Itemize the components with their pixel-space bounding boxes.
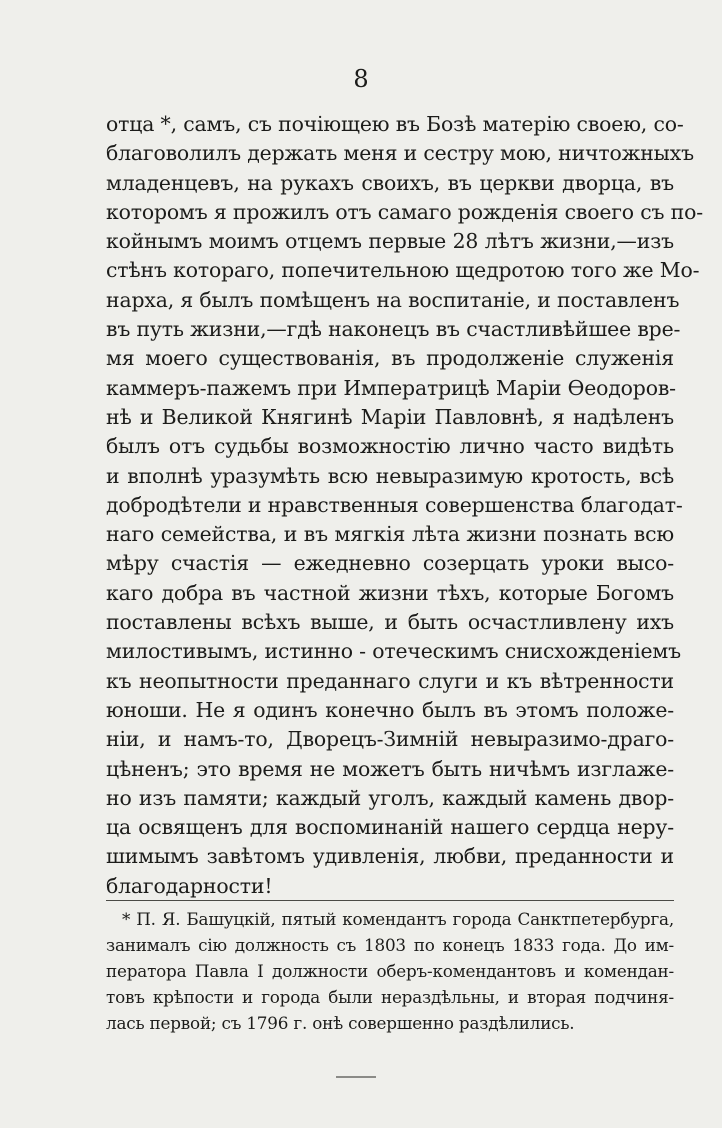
text-line: стѣнъ котораго, попечительною щедротою того же Мо- bbox=[106, 258, 700, 283]
text-line: которомъ я прожилъ отъ самаго рожденія своего съ по- bbox=[106, 199, 703, 224]
footnote-divider bbox=[106, 900, 674, 901]
text-line: отца *, самъ, съ почіющею въ Бозѣ матерію своею, со- bbox=[106, 112, 684, 136]
text-line: младенцевъ, на рукахъ своихъ, въ церкви дворца, въ bbox=[106, 170, 674, 195]
footnote-line: ператора Павла I должности оберъ-комендантовъ и комендан- bbox=[106, 961, 674, 981]
text-line: нарха, я былъ помѣщенъ на воспитаніе, и поставленъ bbox=[106, 287, 680, 312]
footnote-line: товъ крѣпости и города были нераздѣльны, и вторая подчиня- bbox=[106, 987, 674, 1007]
text-line: къ неопытности преданнаго слуги и къ вѣтренности bbox=[106, 668, 674, 693]
text-line: благодарности! bbox=[106, 873, 273, 898]
text-line: и вполнѣ уразумѣть всю невыразимую кротость, всѣ bbox=[106, 463, 674, 488]
text-line: былъ отъ судьбы возможностію лично часто видѣть bbox=[106, 434, 674, 459]
text-line: юноши. Не я одинъ конечно былъ въ этомъ положе- bbox=[106, 697, 674, 722]
text-line: цѣненъ; это время не можетъ быть ничѣмъ изглаже- bbox=[106, 756, 674, 781]
text-line: мѣру счастія — ежедневно созерцать уроки высо- bbox=[106, 551, 674, 576]
bottom-ornament-dash bbox=[336, 1076, 376, 1078]
main-text bbox=[106, 110, 703, 901]
text-line: мя моего существованія, въ продолженіе служенія bbox=[106, 346, 674, 371]
footnote bbox=[106, 906, 674, 1036]
text-line: поставлены всѣхъ выше, и быть осчастливлену ихъ bbox=[106, 610, 674, 635]
page-number: 8 bbox=[353, 65, 369, 93]
footnote-line: занималъ сію должность съ 1803 по конецъ 1833 года. До им- bbox=[106, 935, 674, 955]
text-line: шимымъ завѣтомъ удивленія, любви, преданности и bbox=[106, 844, 674, 869]
text-line: но изъ памяти; каждый уголъ, каждый камень двор- bbox=[106, 785, 674, 810]
text-line: благоволилъ держать меня и сестру мою, ничтожныхъ bbox=[106, 141, 694, 166]
text-line: каго добра въ частной жизни тѣхъ, которые Богомъ bbox=[106, 580, 674, 605]
text-line: наго семейства, и въ мягкія лѣта жизни познать всю bbox=[106, 522, 674, 547]
text-line: ца освященъ для воспоминаній нашего сердца неру- bbox=[106, 815, 674, 840]
text-line: нѣ и Великой Княгинѣ Маріи Павловнѣ, я надѣленъ bbox=[106, 404, 674, 429]
text-line: койнымъ моимъ отцемъ первые 28 лѣтъ жизни,—изъ bbox=[106, 229, 674, 254]
text-line: въ путь жизни,—гдѣ наконецъ въ счастливѣйшее вре- bbox=[106, 317, 681, 342]
text-line: милостивымъ, истинно - отеческимъ снисхожденіемъ bbox=[106, 639, 681, 664]
footnote-line: лась первой; съ 1796 г. онѣ совершенно раздѣлились. bbox=[106, 1013, 575, 1033]
footnote-line: * П. Я. Башуцкій, пятый комендантъ города Санктпетербурга, bbox=[122, 909, 674, 929]
text-line: каммеръ-пажемъ при Императрицѣ Маріи Ѳеодоров- bbox=[106, 375, 676, 400]
text-line: добродѣтели и нравственныя совершенства благодат- bbox=[106, 492, 683, 517]
text-line: ніи, и намъ-то, Дворецъ-Зимній невыразимо-драго- bbox=[106, 727, 674, 752]
